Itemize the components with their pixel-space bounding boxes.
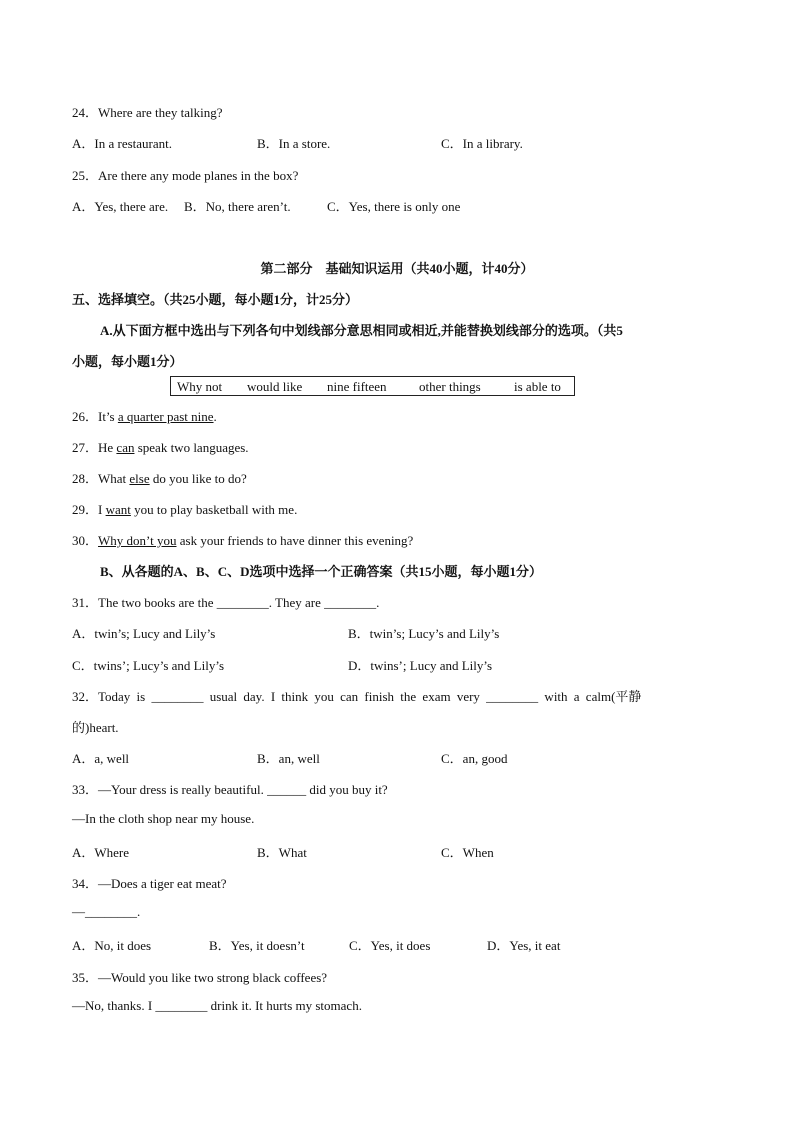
word-box [170,376,575,396]
question-30: 30．Why don’t you ask your friends to have dinner this evening? [72,533,414,548]
question-32-option-c: C．an, good [441,751,508,766]
question-25-option-a: A．Yes, there are. [72,199,169,214]
question-34-option-b: B．Yes, it doesn’t [209,938,305,953]
question-31-option-b: B．twin’s; Lucy’s and Lily’s [348,626,500,641]
section-a-instruction-line2: 小题，每小题1分） [72,354,183,369]
question-33-stem: 33．—Your dress is really beautiful. ______ did you buy it? [72,782,388,797]
question-24-stem: 24．Where are they talking? [72,105,223,120]
word-box-item: nine fifteen [327,379,387,394]
question-31-option-c: C．twins’; Lucy’s and Lily’s [72,658,225,673]
underlined-phrase: Why don’t you [98,533,177,548]
question-31-option-a: A．twin’s; Lucy and Lily’s [72,626,216,641]
question-34-option-a: A．No, it does [72,938,152,953]
underlined-phrase: a quarter past nine [117,409,214,424]
question-27: 27．He can speak two languages. [72,440,249,455]
section-five-title: 五、选择填空。（共25小题，每小题1分，计25分） [72,292,359,307]
question-33-reply: —In the cloth shop near my house. [72,811,255,826]
question-26: 26．It’s a quarter past nine. [72,409,217,424]
word-box-item: would like [247,379,303,394]
word-box-item: other things [419,379,481,394]
question-34-option-d: D．Yes, it eat [487,938,561,953]
underlined-phrase: want [105,502,131,517]
section-a-instruction-line1: A.从下面方框中选出与下列各句中划线部分意思相同或相近,并能替换划线部分的选项。（共5 [100,323,623,338]
question-33-option-a: A．Where [72,845,130,860]
question-32-option-b: B．an, well [257,751,320,766]
question-29: 29．I want you to play basketball with me. [72,502,298,517]
question-31-stem: 31．The two books are the ________. They are ________. [72,595,380,610]
section-b-title: B、从各题的A、B、C、D选项中选择一个正确答案（共15小题，每小题1分） [100,564,543,579]
question-25-option-b: B．No, there aren’t. [184,199,291,214]
question-33-option-b: B．What [257,845,307,860]
question-34-stem: 34．—Does a tiger eat meat? [72,876,227,891]
question-32-option-a: A．a, well [72,751,130,766]
underlined-phrase: can [116,440,135,455]
question-25-stem: 25．Are there any mode planes in the box? [72,168,299,183]
question-24-option-a: A．In a restaurant. [72,136,172,151]
question-33-option-c: C．When [441,845,494,860]
question-32-stem-line1: 32．Today is ________ usual day. I think you can finish the exam very ________ with a calm(平静 [72,689,642,704]
underlined-phrase: else [129,471,150,486]
word-box-item: Why not [177,379,223,394]
question-35-stem: 35．—Would you like two strong black coffees? [72,970,328,985]
question-34-reply: —________. [72,904,141,919]
question-24-option-b: B．In a store. [257,136,331,151]
part-two-title: 第二部分 基础知识运用（共40小题，计40分） [260,261,534,276]
question-34-option-c: C．Yes, it does [349,938,431,953]
word-box-item: is able to [514,379,561,394]
question-32-stem-line2: 的)heart. [72,720,119,735]
question-25-option-c: C．Yes, there is only one [327,199,461,214]
question-24-option-c: C．In a library. [441,136,523,151]
question-31-option-d: D．twins’; Lucy and Lily’s [348,658,493,673]
question-28: 28．What else do you like to do? [72,471,247,486]
question-35-reply: —No, thanks. I ________ drink it. It hurts my stomach. [72,998,362,1013]
